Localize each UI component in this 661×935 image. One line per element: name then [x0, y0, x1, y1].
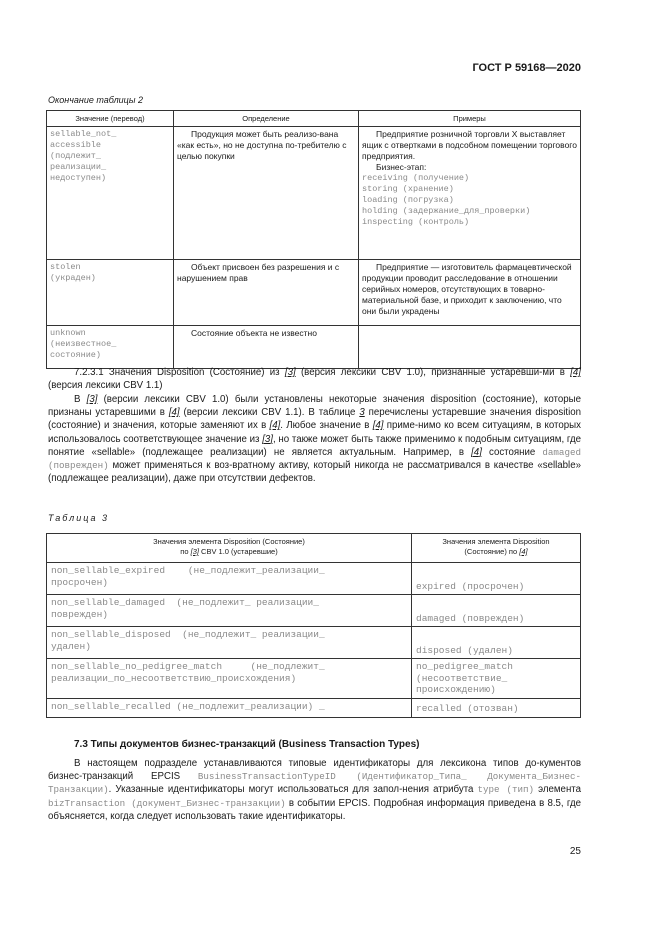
definition-text: Продукция может быть реализо-вана «как есть», но не доступна по-требителю с целью покупки — [177, 129, 347, 161]
table3-cell-old — [47, 563, 412, 595]
para3-text: В настоящем подразделе устанавливаются типовые идентификаторы для лексикона типов до-кументов бизнес-транзакций EPCIS — [48, 758, 581, 783]
value-code: stolen (украден) — [50, 262, 96, 283]
table3-cell-new — [412, 698, 581, 717]
document-code: ГОСТ Р 59168—2020 — [472, 62, 581, 74]
para2-text: приме-нимо ко всем ситуациям, в которых использовалось соответствующее значение из — [48, 420, 581, 445]
new-value-code: damaged (поврежден) — [416, 612, 525, 624]
old-value-code: non_sellable_recalled (не_подлежит_реализации) _ — [51, 700, 325, 712]
ref-link[interactable]: [4] — [471, 446, 482, 458]
ref-link[interactable]: [3] — [284, 367, 296, 378]
table2-cell-definition — [174, 326, 359, 369]
header-text: (Состояние) по — [464, 547, 520, 556]
inline-code: type (тип) — [477, 784, 535, 796]
header-text: CBV 1.0 (устаревшие) — [198, 547, 278, 556]
table3-header-new — [412, 534, 581, 563]
para2-text: может применяться к воз-вратному активу, который никогда не рассматривался в качестве «sellable» (подлежащее реализации), даже при отсутствии дефектов. — [48, 460, 581, 485]
table-row — [47, 627, 581, 659]
para1-text-c: (версия лексики CBV 1.1) — [48, 380, 163, 392]
paragraph-7-2-3-1 — [48, 366, 581, 392]
table2-header-row — [47, 111, 581, 127]
table3-header-row — [47, 534, 581, 563]
example-text: Предприятие розничной торговли X выставляет ящик с отвертками в подсобном помещении торгового предприятия. — [362, 129, 577, 161]
table2-cell-value — [47, 127, 174, 260]
para2-text: (версии лексики CBV 1.1). В таблице — [179, 407, 360, 419]
table2 — [46, 110, 581, 369]
section-heading: 7.3 Типы документов бизнес-транзакций (Business Transaction Types) — [74, 739, 420, 750]
ref-link[interactable]: [4] — [519, 547, 528, 556]
paragraph-transaction-types — [48, 757, 581, 823]
new-value-code: expired (просрочен) — [416, 580, 525, 592]
definition-text: Состояние объекта не известно — [191, 328, 317, 338]
header-text: Значения элемента Disposition (Состояние) — [153, 537, 305, 546]
table3-cell-new — [412, 563, 581, 595]
table-row — [47, 659, 581, 699]
example-code-list: receiving (получение) storing (хранение) loading (погрузка) holding (задержание_для_проверки) inspecting (контроль) — [362, 173, 531, 227]
table2-header-value: Значение (перевод) — [47, 111, 174, 127]
para3-text: элемента — [534, 784, 582, 796]
table3-cell-new — [412, 659, 581, 699]
new-value-code: disposed (удален) — [416, 644, 513, 656]
old-value-code: non_sellable_disposed (не_подлежит_ реализации_ удален) — [51, 629, 325, 652]
table3-header-old — [47, 534, 412, 563]
para3-text: в событии EPCIS. Подробная информация приведена в 8.5, где объясняется, когда следует использовать такие идентификаторы. — [48, 797, 581, 822]
para1-text-a: 7.2.3.1 Значения Disposition (Состояние) из — [74, 367, 285, 378]
old-value-code: non_sellable_no_pedigree_match (не_подлежит_ реализации_по_несоответствию_происхождения) — [51, 661, 325, 684]
table-ref-link[interactable]: 3 — [359, 407, 365, 419]
ref-link[interactable]: [4] — [269, 420, 281, 432]
table2-cell-example — [359, 260, 581, 326]
para2-text: . Любое значение в — [280, 420, 373, 432]
para2-text: перечислены устаревшие значения disposition (состояние) и значения, которые заменяют их в — [48, 407, 581, 432]
table-row — [47, 326, 581, 369]
definition-text: Объект присвоен без разрешения и с нарушением прав — [177, 262, 340, 283]
inline-code: BusinessTransactionTypeID (Идентификатор_Типа_ Документа_Бизнес-Транзакции) — [48, 771, 581, 796]
table2-cell-value — [47, 326, 174, 369]
page-number: 25 — [569, 846, 581, 857]
new-value-code: no_pedigree_match (несоответствие_ происхождению) — [416, 661, 513, 695]
ref-link[interactable]: [4] — [570, 367, 581, 378]
ref-link[interactable]: [3] — [190, 547, 199, 556]
table2-header-definition: Определение — [174, 111, 359, 127]
table-row — [47, 563, 581, 595]
header-text: Значения элемента Disposition — [442, 537, 550, 546]
table3-caption: Таблица 3 — [48, 513, 110, 523]
para2-text: (версии лексики CBV 1.0) были установлены некоторые значения disposition (состояние), которые признаны устаревшими в — [48, 394, 581, 419]
table2-cell-value — [47, 260, 174, 326]
paragraph-obsolete-values — [48, 393, 581, 485]
inline-code: bizTransaction (документ_Бизнес-транзакции) — [48, 797, 286, 809]
para2-text: , но также может быть также применимо к подобным ситуациям, где понятие «sellable» (подлежащее реализации) не является актуальным. Например, в — [48, 433, 581, 458]
ref-link[interactable]: [3] — [86, 394, 98, 405]
header-text: по — [180, 547, 191, 556]
ref-link[interactable]: [4] — [168, 407, 180, 419]
ref-link[interactable]: [4] — [372, 420, 384, 432]
table-row — [47, 260, 581, 326]
example-text: Предприятие — изготовитель фармацевтической продукции проводит расследование в отношении серийных номеров, отсутствующих в товарно-материальной базе, и приходит к заключению, что они были украдены — [362, 262, 572, 316]
table2-cell-definition — [174, 260, 359, 326]
value-code: unknown (неизвестное_ состояние) — [50, 328, 117, 360]
para1-text-b: (версия лексики CBV 1.0), признанные устаревши-ми в — [295, 367, 571, 378]
table2-cell-example — [359, 326, 581, 369]
table3-cell-new — [412, 627, 581, 659]
old-value-code: non_sellable_expired (не_подлежит_реализации_ просрочен) — [51, 565, 325, 588]
example-subtitle: Бизнес-этап: — [376, 162, 427, 172]
para2-text: состояние — [481, 446, 543, 458]
table-row — [47, 698, 581, 717]
table3-cell-old — [47, 698, 412, 717]
table3-cell-old — [47, 595, 412, 627]
table3-cell-new — [412, 595, 581, 627]
table-row — [47, 127, 581, 260]
ref-link[interactable]: [3] — [262, 433, 273, 445]
table-row — [47, 595, 581, 627]
table2-cell-definition — [174, 127, 359, 260]
table3-cell-old — [47, 627, 412, 659]
table3 — [46, 533, 581, 718]
new-value-code: recalled (отозван) — [416, 703, 519, 714]
inline-code: damaged (поврежден) — [48, 446, 581, 472]
value-code: sellable_not_ accessible (подлежит_ реализации_ недоступен) — [50, 129, 117, 183]
table2-cell-example — [359, 127, 581, 260]
para2-text: В — [74, 394, 87, 405]
old-value-code: non_sellable_damaged (не_подлежит_ реализации_ поврежден) — [51, 597, 319, 620]
para3-text: . Указанные идентификаторы могут использоваться для запол-нения атрибута — [108, 784, 478, 796]
table2-header-examples: Примеры — [359, 111, 581, 127]
table2-caption: Окончание таблицы 2 — [48, 95, 143, 105]
table3-cell-old — [47, 659, 412, 699]
